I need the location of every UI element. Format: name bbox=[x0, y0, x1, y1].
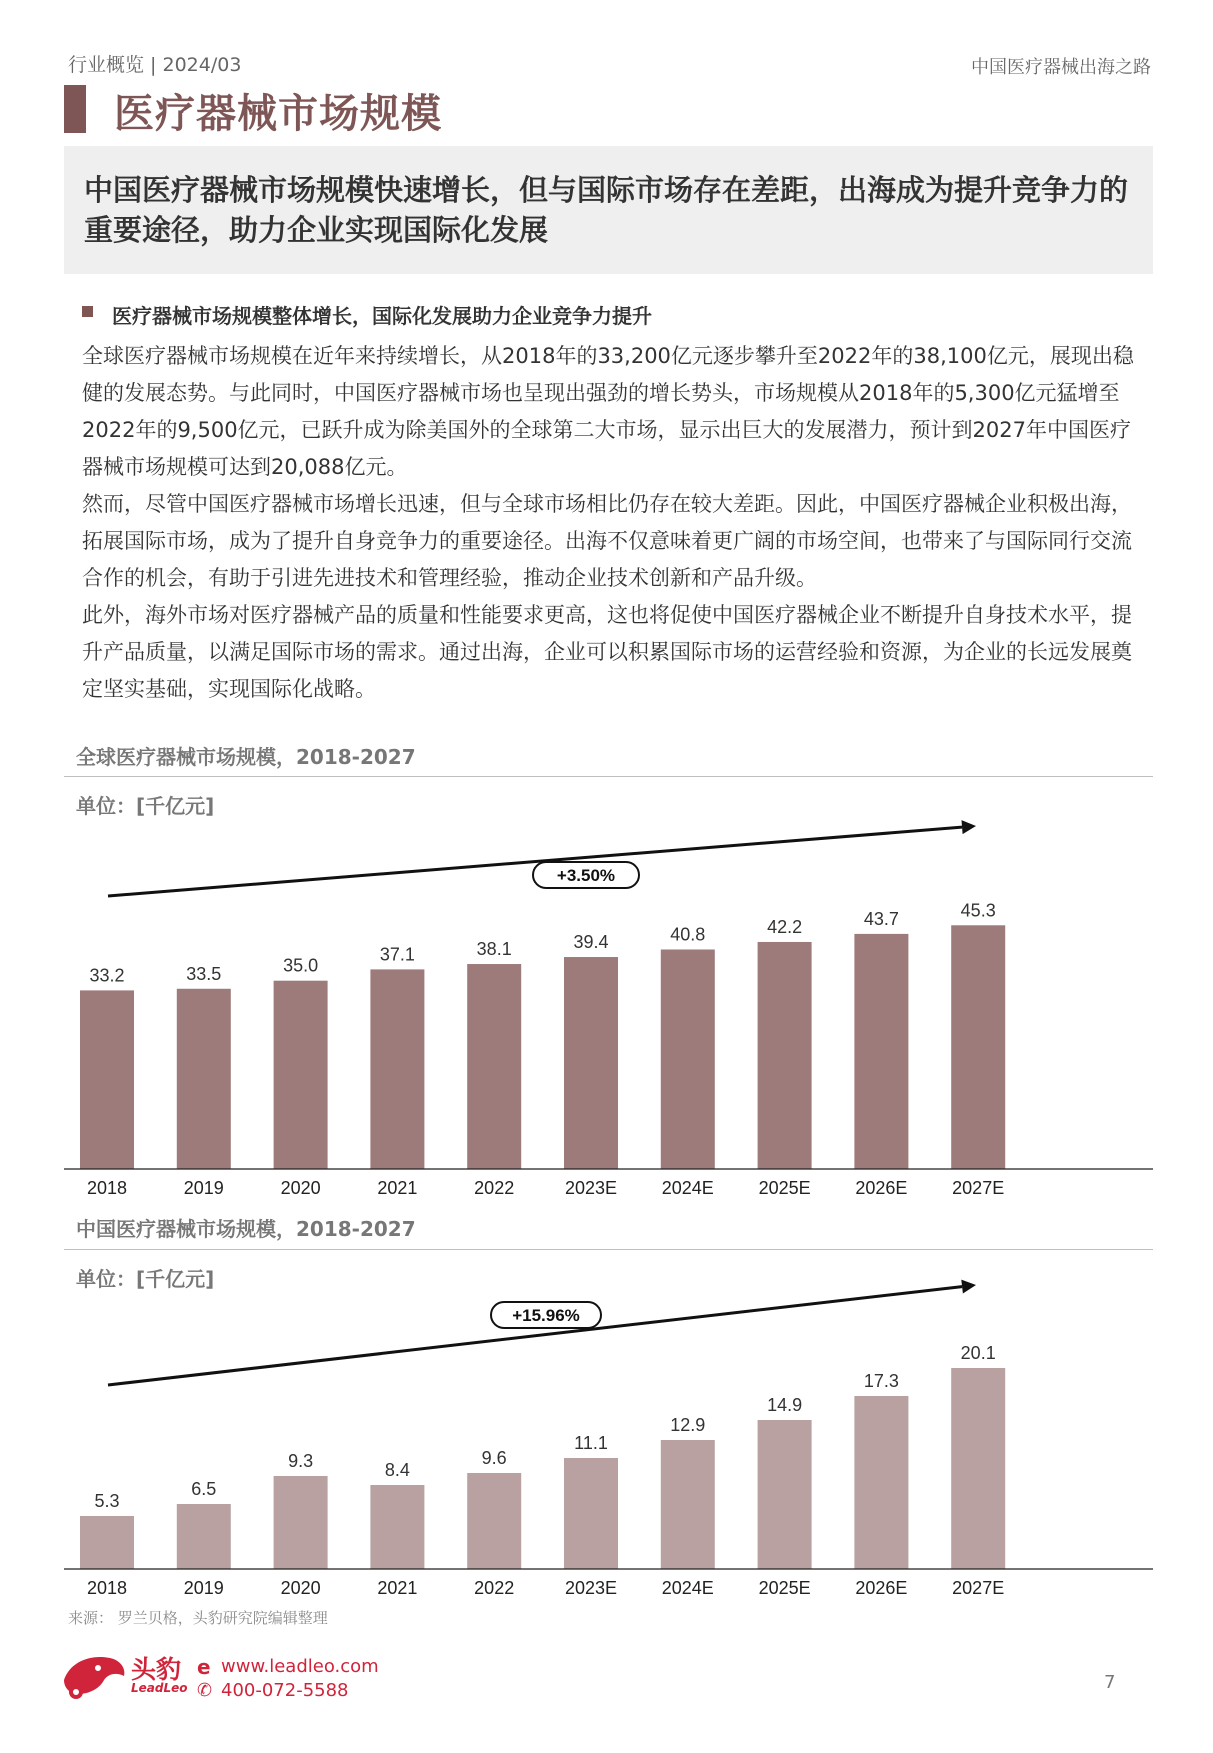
x-tick-label: 2025E bbox=[758, 1178, 811, 1198]
headline: 中国医疗器械市场规模快速增长，但与国际市场存在差距，出海成为提升竞争力的重要途径，助力企业实现国际化发展 bbox=[84, 173, 1129, 247]
trend-arrowhead-icon bbox=[961, 820, 976, 834]
bar-value-label: 8.4 bbox=[384, 1460, 410, 1480]
chart-rule-global bbox=[64, 776, 1153, 777]
bar-2019 bbox=[177, 1504, 231, 1569]
bar-2022 bbox=[467, 1473, 521, 1569]
source-note: 来源： 罗兰贝格，头豹研究院编辑整理 bbox=[68, 1609, 328, 1627]
bar-2019 bbox=[177, 989, 231, 1169]
bar-2025E bbox=[758, 1420, 812, 1569]
bar-value-label: 11.1 bbox=[574, 1433, 608, 1453]
brand-name-cn: 头豹 bbox=[131, 1655, 182, 1684]
paragraph-3: 此外，海外市场对医疗器械产品的质量和性能要求更高，这也将促使中国医疗器械企业不断提升自身技术水平，提升产品质量，以满足国际市场的需求。通过出海，企业可以积累国际市场的运营经验和资源，为企业的长远发展奠定坚实基础，实现国际化战略。 bbox=[82, 603, 1132, 701]
x-tick-label: 2019 bbox=[183, 1578, 224, 1598]
bar-2020 bbox=[274, 1476, 328, 1569]
x-tick-label: 2026E bbox=[855, 1178, 908, 1198]
report-section-date: 行业概览 | 2024/03 bbox=[68, 54, 242, 76]
x-tick-label: 2023E bbox=[564, 1178, 618, 1198]
chart-rule-china bbox=[64, 1249, 1153, 1250]
china-market-bar-chart bbox=[64, 1266, 1153, 1602]
bar-value-label: 14.9 bbox=[767, 1395, 803, 1415]
bar-2026E bbox=[854, 934, 908, 1169]
bar-value-label: 38.1 bbox=[476, 939, 512, 960]
bar-2024E bbox=[661, 949, 715, 1169]
bar-value-label: 9.6 bbox=[481, 1448, 507, 1468]
bar-2023E bbox=[564, 957, 618, 1169]
website-link[interactable]: www.leadleo.com bbox=[221, 1656, 379, 1677]
x-tick-label: 2018 bbox=[86, 1178, 128, 1198]
bar-value-label: 9.3 bbox=[288, 1451, 314, 1471]
x-tick-label: 2020 bbox=[280, 1178, 321, 1198]
bar-value-label: 37.1 bbox=[379, 944, 415, 965]
bar-2025E bbox=[758, 942, 812, 1169]
leadleo-leopard-logo bbox=[60, 1650, 128, 1702]
brand-name-en: LeadLeo bbox=[131, 1681, 188, 1695]
x-tick-label: 2024E bbox=[661, 1178, 714, 1198]
bar-value-label: 12.9 bbox=[670, 1415, 706, 1435]
x-tick-label: 2022 bbox=[474, 1578, 515, 1598]
bar-value-label: 20.1 bbox=[960, 1343, 996, 1363]
trend-arrow-line bbox=[108, 827, 962, 896]
web-icon: e bbox=[197, 1655, 211, 1679]
page-title: 医疗器械市场规模 bbox=[114, 91, 442, 137]
growth-rate-label: +15.96% bbox=[512, 1306, 580, 1325]
x-tick-label: 2024E bbox=[661, 1578, 714, 1598]
paragraph-1: 全球医疗器械市场规模在近年来持续增长，从2018年的33,200亿元逐步攀升至2022年的38,100亿元，展现出稳健的发展态势。与此同时，中国医疗器械市场也呈现出强劲的增长势头，市场规模从2018年的5,300亿元猛增至2022年的9,500亿元，已跃升成为除美国外的全球第二大市场，显示出巨大的发展潜力，预计到2027年中国医疗器械市场规模可达到20,088亿元。 bbox=[82, 344, 1134, 479]
page-number: 7 bbox=[1104, 1672, 1116, 1693]
global-market-bar-chart bbox=[64, 806, 1153, 1202]
x-tick-label: 2026E bbox=[855, 1578, 908, 1598]
bar-2020 bbox=[274, 981, 328, 1169]
bars-group bbox=[80, 1343, 1005, 1598]
subheading-bullet bbox=[82, 306, 93, 317]
bar-2021 bbox=[370, 1485, 424, 1569]
bar-2026E bbox=[854, 1396, 908, 1569]
x-tick-label: 2018 bbox=[86, 1578, 128, 1598]
x-tick-label: 2023E bbox=[564, 1578, 618, 1598]
x-tick-label: 2019 bbox=[183, 1178, 224, 1198]
bar-2018 bbox=[80, 1516, 134, 1569]
phone-number: 400-072-5588 bbox=[221, 1680, 349, 1701]
bar-2027E bbox=[951, 925, 1005, 1169]
x-tick-label: 2027E bbox=[952, 1578, 1005, 1598]
x-tick-label: 2025E bbox=[758, 1578, 811, 1598]
trend-arrowhead-icon bbox=[961, 1280, 976, 1294]
x-tick-label: 2021 bbox=[377, 1578, 418, 1598]
chart-unit-china: 单位：[千亿元] bbox=[76, 1267, 215, 1291]
paragraph-2: 然而，尽管中国医疗器械市场增长迅速，但与全球市场相比仍存在较大差距。因此，中国医疗器械企业积极出海，拓展国际市场，成为了提升自身竞争力的重要途径。出海不仅意味着更广阔的市场空间，也带来了与国际同行交流合作的机会，有助于引进先进技术和管理经验，推动企业技术创新和产品升级。 bbox=[82, 492, 1132, 590]
growth-rate-label: +3.50% bbox=[556, 866, 616, 885]
bar-value-label: 6.5 bbox=[191, 1479, 217, 1499]
bar-value-label: 33.5 bbox=[186, 963, 222, 984]
bar-value-label: 45.3 bbox=[960, 900, 996, 921]
bar-value-label: 17.3 bbox=[863, 1371, 899, 1391]
phone-icon: ✆ bbox=[197, 1680, 213, 1701]
bar-2023E bbox=[564, 1458, 618, 1569]
bar-2018 bbox=[80, 990, 134, 1169]
bar-value-label: 39.4 bbox=[573, 932, 609, 953]
bars-group bbox=[80, 900, 1005, 1198]
bar-value-label: 40.8 bbox=[670, 924, 706, 945]
chart-unit-global: 单位：[千亿元] bbox=[76, 794, 215, 818]
bar-2021 bbox=[370, 969, 424, 1169]
x-tick-label: 2022 bbox=[474, 1178, 515, 1198]
report-name: 中国医疗器械出海之路 bbox=[971, 57, 1151, 78]
title-accent-bar bbox=[64, 85, 86, 133]
bar-value-label: 35.0 bbox=[283, 955, 319, 976]
bar-value-label: 5.3 bbox=[94, 1491, 120, 1511]
subheading: 医疗器械市场规模整体增长，国际化发展助力企业竞争力提升 bbox=[112, 304, 652, 328]
bar-2024E bbox=[661, 1440, 715, 1569]
x-tick-label: 2027E bbox=[952, 1178, 1005, 1198]
x-tick-label: 2021 bbox=[377, 1178, 418, 1198]
bar-value-label: 43.7 bbox=[863, 908, 899, 929]
bar-2027E bbox=[951, 1368, 1005, 1569]
chart-title-china: 中国医疗器械市场规模，2018-2027 bbox=[76, 1217, 416, 1241]
chart-title-global: 全球医疗器械市场规模，2018-2027 bbox=[76, 745, 416, 769]
bar-value-label: 42.2 bbox=[767, 916, 803, 937]
bar-value-label: 33.2 bbox=[89, 965, 125, 986]
bar-2022 bbox=[467, 964, 521, 1169]
x-tick-label: 2020 bbox=[280, 1578, 321, 1598]
